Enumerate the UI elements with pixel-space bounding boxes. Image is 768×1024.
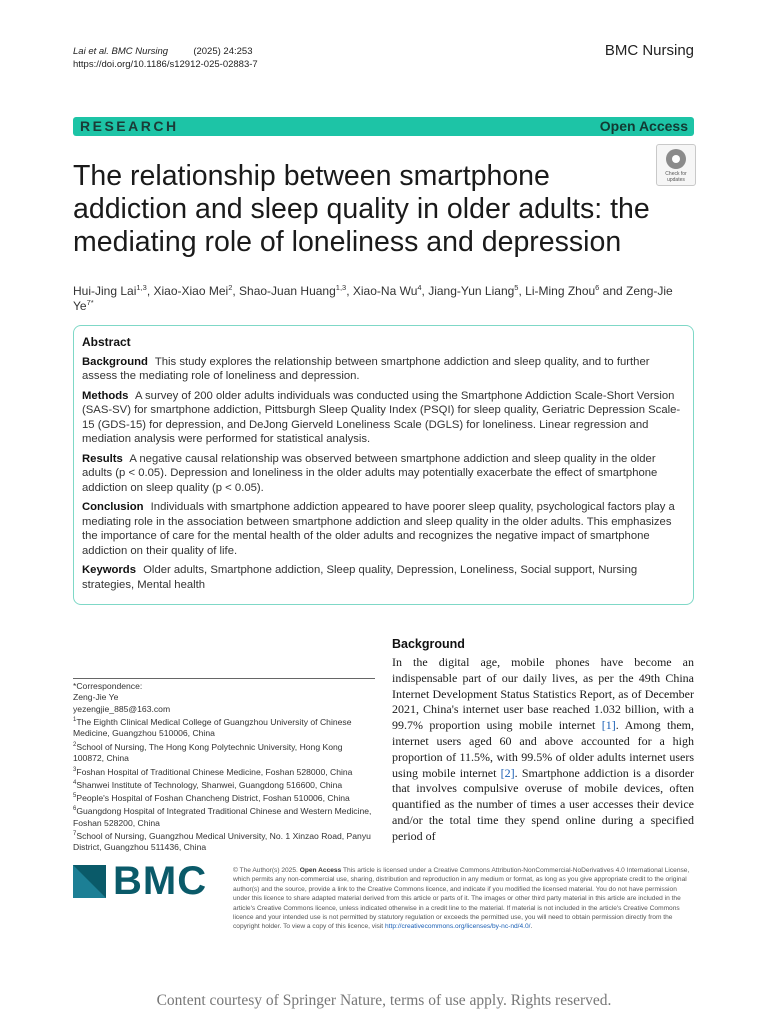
abstract-section-label: Conclusion	[82, 501, 144, 513]
author-affiliation-marker: 6	[595, 283, 600, 292]
affiliation-number: 3	[73, 766, 77, 773]
check-for-updates-button[interactable]	[656, 144, 696, 186]
author-separator: ,	[346, 284, 353, 298]
bmc-logo	[73, 859, 218, 910]
abstract-box	[73, 325, 694, 605]
abstract-section-text: This study explores the relationship between smartphone addiction and sleep quality, and to further assess the mediating role of loneliness and depression.	[82, 355, 650, 382]
affiliation-text: Guangdong Hospital of Integrated Traditional Chinese and Western Medicine, Foshan 528200, China	[73, 806, 372, 828]
citation-authors: Lai et al. BMC Nursing	[73, 46, 169, 57]
abstract-section-label: Results	[82, 452, 123, 465]
abstract-section-label: Keywords	[82, 564, 136, 576]
affiliation-text: Foshan Hospital of Traditional Chinese Medicine, Foshan 528000, China	[76, 766, 353, 777]
license-open-access: Open Access	[299, 867, 342, 874]
author-name[interactable]: Xiao-Na Wu	[352, 284, 418, 298]
affiliation-item	[73, 791, 373, 804]
check-updates-icon	[666, 149, 686, 169]
affiliation-item	[73, 778, 373, 791]
affiliation-item	[73, 740, 373, 765]
author-affiliation-marker: 1,3	[136, 283, 147, 292]
author-name[interactable]: Li-Ming Zhou	[525, 284, 596, 298]
bmc-logo-mark-icon	[73, 865, 106, 898]
background-heading: Background	[392, 637, 465, 651]
author-separator: ,	[146, 284, 154, 298]
author-name[interactable]: Shao-Juan Huang	[239, 284, 336, 298]
affiliation-item	[73, 715, 373, 740]
author-list	[73, 283, 694, 313]
abstract-background	[82, 355, 682, 384]
article-title: The relationship between smartphone addiction and sleep quality in older adults: the mediating role of loneliness and depression	[73, 160, 650, 258]
background-text: . Among them, internet users aged 60 and above accounted for a high proportion of 11.5%, with 99.5% of older adults internet users using mobile internet	[392, 718, 694, 780]
affiliation-number: 2	[73, 741, 77, 748]
check-updates-label: Check for updates	[665, 171, 687, 183]
courtesy-footer: Content courtesy of Springer Nature, terms of use apply. Rights reserved.	[156, 992, 612, 1009]
abstract-results	[82, 452, 682, 496]
footnote-divider	[73, 678, 375, 679]
copyright: © The Author(s) 2025.	[233, 867, 298, 874]
abstract-conclusion	[82, 500, 682, 558]
section-label: RESEARCH	[80, 118, 179, 134]
abstract-section-text: Individuals with smartphone addiction appeared to have poorer sleep quality, psychological factors play a mediating role in the association between smartphone addiction and sleep quality in the older adults. This emphasizes the importance of care for the mental health of the older adults and recognizes the negative impact of smartphone addiction on their quality of life.	[82, 501, 675, 557]
author-separator: ,	[518, 284, 526, 298]
abstract-heading: Abstract	[82, 335, 131, 349]
license-text	[233, 866, 695, 932]
affiliation-text: School of Nursing, Guangzhou Medical University, No. 1 Xinzao Road, Panyu District, Guangzhou 511436, China	[73, 830, 371, 853]
journal-name: BMC Nursing	[604, 42, 694, 59]
abstract-section-text: Older adults, Smartphone addiction, Sleep quality, Depression, Loneliness, Social support, Nursing strategies, Mental health	[82, 564, 638, 591]
affiliation-text: The Eighth Clinical Medical College of Guangzhou University of Chinese Medicine, Guangzhou 510006, China	[73, 717, 352, 739]
correspondence-label: *Correspondence:	[73, 681, 143, 691]
abstract-section-label: Methods	[82, 389, 129, 402]
author-affiliation-marker: 4	[417, 283, 422, 292]
abstract-section-text: A negative causal relationship was observed between smartphone addiction and sleep quality in the older adults (p < 0.05). Depression and loneliness in the older adults may potentially exacerbate the effect of smartphone addiction on sleep quality (p < 0.05).	[82, 452, 658, 494]
background-text: In the digital age, mobile phones have become an indispensable part of our daily lives, as per the 49th China Internet Development Status Statistics Report, as of December 2021, China's internet user base reached 1.032 billion, with a 99.7% proportion using mobile internet	[392, 655, 694, 733]
background-paragraph	[392, 655, 694, 845]
affiliation-item	[73, 829, 373, 854]
author-name[interactable]: Jiang-Yun Liang	[428, 284, 515, 298]
affiliation-number: 5	[73, 793, 77, 800]
license-body: This article is licensed under a Creative Commons Attribution-NonCommercial-NoDerivatives 4.0 International License, which permits any non-commercial use, sharing, distribution and reproduction in any medium or format, as long as you give appropriate credit to the original author(s) and the source, provide a link to the Creative Commons licence, and indicate if you modified the licensed material. You do not have permission under this licence to share adapted material derived from this article or parts of it. The images or other third party material in this article are included in the article's Creative Commons licence, unless indicated otherwise in a credit line to the material. If material is not included in the article's Creative Commons licence and your intended use is not permitted by statutory regulation or exceeds the permitted use, you will need to obtain permission directly from the copyright holder. To view a copy of this licence, visit	[233, 867, 690, 931]
affiliation-text: People's Hospital of Foshan Chancheng District, Foshan 510006, China	[76, 792, 350, 803]
affiliation-text: School of Nursing, The Hong Kong Polytechnic University, Hong Kong 100872, China	[73, 741, 343, 764]
doi-link[interactable]: https://doi.org/10.1186/s12912-025-02883-7	[73, 59, 258, 70]
background-text: . Smartphone addiction is a disorder that involves compulsive overuse of mobile devices, often quantified as the number of times a user accesses their device and/or the total time they spend online during a specified period of	[392, 765, 695, 843]
abstract-methods	[82, 389, 682, 447]
license-url[interactable]: http://creativecommons.org/licenses/by-nc-nd/4.0/	[384, 923, 531, 931]
abstract-keywords	[82, 563, 682, 592]
author-separator: ,	[232, 284, 240, 298]
author-affiliation-marker: 7*	[86, 298, 94, 307]
license-end: .	[530, 923, 533, 931]
author-name[interactable]: Xiao-Xiao Mei	[153, 284, 229, 298]
affiliation-number: 1	[73, 717, 77, 724]
author-affiliation-marker: 1,3	[335, 283, 347, 292]
affiliation-number: 4	[73, 779, 77, 786]
abstract-section-label: Background	[82, 355, 148, 368]
open-access-label: Open Access	[599, 118, 688, 134]
citation-year: (2025) 24:253	[193, 46, 253, 57]
reference-link[interactable]: [2]	[500, 765, 515, 780]
author-affiliation-marker: 5	[514, 283, 519, 292]
author-affiliation-marker: 2	[228, 283, 233, 292]
correspondence-name: Zeng-Jie Ye	[73, 692, 119, 703]
reference-link[interactable]: [1]	[601, 718, 616, 733]
affiliation-number: 7	[73, 831, 77, 838]
bmc-logo-text: BMC	[113, 859, 208, 903]
author-name[interactable]: Zeng-Jie Ye	[73, 284, 673, 313]
research-banner	[73, 117, 694, 136]
author-separator: ,	[421, 284, 429, 298]
author-separator: and	[599, 284, 627, 298]
affiliation-item	[73, 765, 373, 778]
affiliation-list	[73, 715, 373, 853]
running-header	[73, 45, 258, 71]
correspondence-block	[73, 681, 373, 854]
affiliation-item	[73, 804, 373, 829]
citation-line	[73, 45, 258, 58]
abstract-section-text: A survey of 200 older adults individuals was conducted using the Smartphone Addiction Scale-Short Version (SAS-SV) for smartphone addiction, Pittsburgh Sleep Quality Index (PSQI) for sleep quality, Geriatric Depression Scale-15 (GDS-15) for depression, and DeJong Gierveld Loneliness Scale (DGLS) for loneliness. Linear regression and mediation analysis were performed for statistical analysis.	[82, 389, 681, 445]
affiliation-number: 6	[73, 806, 77, 813]
correspondence-email[interactable]: yezengjie_885@163.com	[73, 703, 171, 714]
author-name[interactable]: Hui-Jing Lai	[73, 284, 137, 298]
affiliation-text: Shanwei Institute of Technology, Shanwei, Guangdong 516600, China	[76, 779, 343, 790]
